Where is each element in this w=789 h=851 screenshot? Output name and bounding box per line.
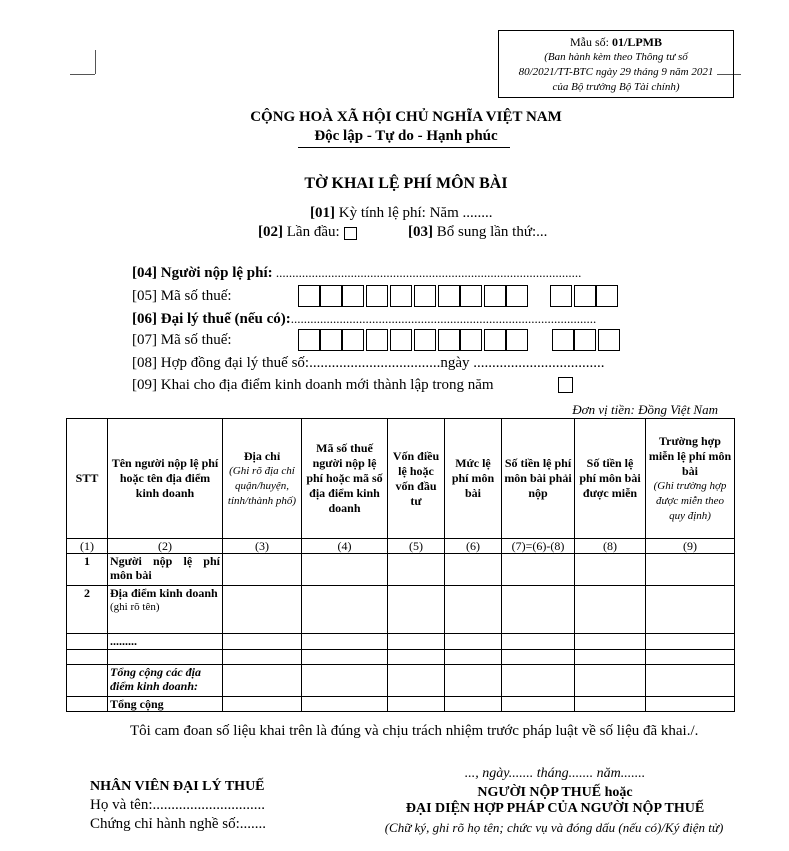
table-cell[interactable] [388,634,445,650]
tax-code-cell[interactable] [598,329,620,351]
field-04-dots: .............................................................................................. [272,265,582,280]
field-03-text: Bổ sung lần thứ:... [433,224,548,240]
field-04-label: [04] Người nộp lệ phí: [132,265,273,281]
agent-title: NHÂN VIÊN ĐẠI LÝ THUẾ [90,779,265,794]
table-cell[interactable] [445,554,502,586]
header-exempt-case [646,419,735,539]
table-cell[interactable] [575,554,646,586]
table-cell[interactable] [445,586,502,634]
table-cell[interactable] [302,554,388,586]
table-cell[interactable] [445,665,502,697]
field-09-label: [09] Khai cho địa điểm kinh doanh mới thành lập trong năm [132,377,494,393]
tax-code-cell[interactable] [506,285,528,307]
col-number: (4) [302,539,388,554]
field-06 [132,311,596,328]
currency-note: Đơn vị tiền: Đồng Việt Nam [572,402,718,417]
tax-code-cell[interactable] [438,285,460,307]
table-cell[interactable] [302,586,388,634]
table-row [67,586,735,634]
field-05-label: [05] Mã số thuế: [132,288,232,304]
header-address [223,419,302,539]
table-cell [67,634,108,650]
row-name [108,586,223,634]
header-stt: STT [67,419,108,539]
table-row [67,634,735,650]
row-name: Tổng cộng [108,697,223,712]
header-exempt-case-sub: (Ghi trường hợp được miễn theo quy định) [653,479,727,522]
col-number: (7)=(6)-(8) [502,539,575,554]
tax-code-cell[interactable] [484,329,506,351]
tax-code-cell[interactable] [574,285,596,307]
table-cell[interactable] [646,586,735,634]
field-01-text: Kỳ tính lệ phí: Năm ........ [335,205,493,221]
table-cell[interactable] [575,650,646,665]
tax-code-cell[interactable] [460,329,482,351]
agent-name: Họ và tên:.............................. [90,797,265,813]
table-row [67,665,735,697]
col-number: (5) [388,539,445,554]
table-cell[interactable] [388,586,445,634]
declaration: Tôi cam đoan số liệu khai trên là đúng và chịu trách nhiệm trước pháp luật về số liệu đã khai./. [130,723,699,739]
table-cell[interactable] [223,697,302,712]
taxpayer-line2: ĐẠI DIỆN HỢP PHÁP CỦA NGƯỜI NỘP THUẾ [405,801,705,816]
tax-code-cell[interactable] [596,285,618,307]
table-cell[interactable] [223,586,302,634]
field-01 [310,205,493,222]
tax-code-cell[interactable] [574,329,596,351]
header-fee-level: Mức lệ phí môn bài [445,419,502,539]
header-name: Tên người nộp lệ phí hoặc tên địa điểm kinh doanh [108,419,223,539]
table-cell[interactable] [575,665,646,697]
form-code-line3: của Bộ trưởng Bộ Tài chính) [552,81,680,93]
table-cell[interactable] [502,634,575,650]
form-title: TỜ KHAI LỆ PHÍ MÔN BÀI [304,175,508,192]
taxpayer-line1: NGƯỜI NỘP THUẾ hoặc [477,785,633,800]
field-02-code: [02] [258,224,283,240]
tax-code-cell[interactable] [390,329,412,351]
table-cell [67,665,108,697]
header-address-title: Địa chỉ [243,448,281,463]
table-cell[interactable] [575,697,646,712]
table-cell[interactable] [575,586,646,634]
tax-code-cell[interactable] [320,285,342,307]
table-cell [67,650,108,665]
table-cell[interactable] [646,634,735,650]
col-number: (1) [67,539,108,554]
tax-code-cell[interactable] [298,329,320,351]
field-07-label: [07] Mã số thuế: [132,332,232,348]
tax-code-cell[interactable] [550,285,572,307]
table-cell[interactable] [108,650,223,665]
motto-underline [298,147,510,148]
tax-code-cell[interactable] [320,329,342,351]
row-name-sub: (ghi rõ tên) [110,601,160,613]
field-03-code: [03] [408,224,433,240]
header-fee-payable: Số tiền lệ phí môn bài phải nộp [502,419,575,539]
col-number: (2) [108,539,223,554]
table-cell[interactable] [302,697,388,712]
table-cell[interactable] [302,634,388,650]
table-header-row [67,419,735,539]
col-number: (8) [575,539,646,554]
sign-date: ..., ngày....... tháng....... năm....... [464,766,646,781]
table-row [67,554,735,586]
column-number-row [67,539,735,554]
table-row [67,650,735,665]
row-name: Người nộp lệ phí môn bài [108,554,223,586]
tax-code-cell[interactable] [506,329,528,351]
tax-code-cell[interactable] [484,285,506,307]
table-cell[interactable] [223,554,302,586]
row-stt: 1 [67,554,108,586]
table-cell[interactable] [388,554,445,586]
table-cell [67,697,108,712]
table-cell[interactable] [502,650,575,665]
first-time-checkbox[interactable] [344,227,357,240]
header-fee-exempt: Số tiền lệ phí môn bài được miễn [575,419,646,539]
field-01-code: [01] [310,205,335,221]
table-cell[interactable] [502,586,575,634]
taxpayer-note: (Chữ ký, ghi rõ họ tên; chức vụ và đóng dấu (nếu có)/Ký điện tử) [384,820,724,835]
table-cell[interactable] [646,554,735,586]
field-06-dots: .............................................................................................. [290,311,597,326]
tax-code-cell[interactable] [342,329,364,351]
agent-cert: Chứng chỉ hành nghề số:....... [90,816,267,832]
page-corner-mark [70,74,95,75]
table-cell[interactable] [502,554,575,586]
tax-code-cell[interactable] [298,285,320,307]
header-exempt-case-title: Trường hợp miễn lệ phí môn bài [648,433,732,478]
motto: Độc lập - Tự do - Hạnh phúc [314,128,498,144]
table-cell[interactable] [223,665,302,697]
form-code-line1: (Ban hành kèm theo Thông tư số [544,51,688,63]
table-cell[interactable] [575,634,646,650]
tax-code-cell[interactable] [390,285,412,307]
table-cell[interactable] [302,650,388,665]
new-business-checkbox[interactable] [558,377,573,393]
table-cell[interactable] [445,634,502,650]
header-capital: Vốn điều lệ hoặc vốn đầu tư [388,419,445,539]
tax-code-cell[interactable] [460,285,482,307]
tax-code-cell[interactable] [366,329,388,351]
form-code: 01/LPMB [612,35,662,49]
field-04 [132,265,581,282]
table-cell[interactable] [445,650,502,665]
row-name: Tổng cộng các địa điểm kinh doanh: [108,665,223,697]
tax-code-cell[interactable] [552,329,574,351]
table-cell[interactable] [388,665,445,697]
table-cell[interactable] [502,665,575,697]
tax-code-cell[interactable] [438,329,460,351]
table-cell[interactable] [502,697,575,712]
field-02-text: Lần đầu: [283,224,340,240]
row-stt: 2 [67,586,108,634]
table-cell[interactable] [646,697,735,712]
header-address-sub: (Ghi rõ địa chỉ quận/huyện, tỉnh/thành phố) [227,464,297,507]
table-cell[interactable] [223,634,302,650]
tax-code-cell[interactable] [366,285,388,307]
field-03 [408,224,547,241]
row-name-title: Địa điểm kinh doanh [110,586,218,600]
tax-code-cell[interactable] [342,285,364,307]
table-cell[interactable] [646,650,735,665]
form-code-line2: 80/2021/TT-BTC ngày 29 tháng 9 năm 2021 [518,66,714,78]
table-cell[interactable] [302,665,388,697]
col-number: (3) [223,539,302,554]
form-code-prefix: Mẫu số: [570,35,612,49]
tax-code-cell[interactable] [414,329,436,351]
tax-code-cell[interactable] [414,285,436,307]
field-06-label: [06] Đại lý thuế (nếu có): [132,311,291,327]
country-name: CỘNG HOÀ XÃ HỘI CHỦ NGHĨA VIỆT NAM [250,109,562,125]
row-name: ......... [108,634,223,650]
table-cell[interactable] [445,697,502,712]
form-code-box [498,30,734,98]
table-cell[interactable] [388,650,445,665]
table-cell[interactable] [388,697,445,712]
fee-table [66,418,735,712]
table-cell[interactable] [646,665,735,697]
col-number: (6) [445,539,502,554]
table-row [67,697,735,712]
field-02 [258,224,340,241]
col-number: (9) [646,539,735,554]
page-corner-mark [95,50,96,74]
header-tax-code: Mã số thuế người nộp lệ phí hoặc mã số địa điểm kinh doanh [302,419,388,539]
table-cell[interactable] [223,650,302,665]
field-08-label: [08] Hợp đồng đại lý thuế số:...................................ngày ................................... [132,355,605,371]
